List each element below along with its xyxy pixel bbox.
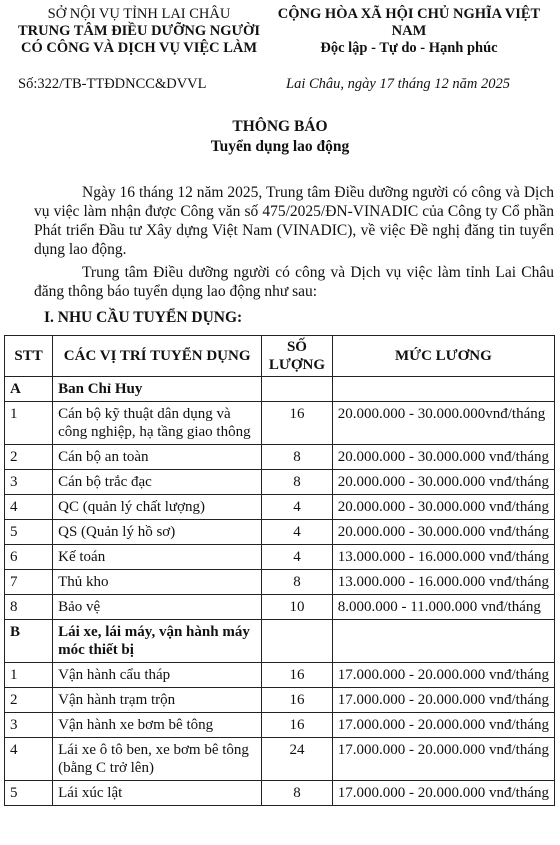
row-position: QC (quản lý chất lượng) xyxy=(53,495,262,520)
document-number: Số:322/TB-TTĐDNCC&DVVL xyxy=(18,76,207,92)
row-stt: 3 xyxy=(5,713,53,738)
row-salary: 17.000.000 - 20.000.000 vnđ/tháng xyxy=(332,713,554,738)
row-salary: 17.000.000 - 20.000.000 vnđ/tháng xyxy=(332,781,554,806)
row-position: Vận hành xe bơm bê tông xyxy=(53,713,262,738)
row-stt: 5 xyxy=(5,520,53,545)
row-position: Lái xe ô tô ben, xe bơm bê tông (bằng C trở lên) xyxy=(53,738,262,781)
table-row xyxy=(5,713,555,738)
row-quantity: 8 xyxy=(262,470,333,495)
row-salary: 20.000.000 - 30.000.000 vnđ/tháng xyxy=(332,445,554,470)
document-subtitle: Tuyển dụng lao động xyxy=(210,138,350,155)
header-stt: STT xyxy=(5,336,53,377)
group-code: B xyxy=(5,620,53,663)
header-salary: MỨC LƯƠNG xyxy=(332,336,554,377)
row-position: Cán bộ kỹ thuật dân dụng và công nghiệp, hạ tầng giao thông xyxy=(53,402,262,445)
header-position: CÁC VỊ TRÍ TUYỂN DỤNG xyxy=(53,336,262,377)
group-name: Ban Chỉ Huy xyxy=(53,377,262,402)
row-stt: 3 xyxy=(5,470,53,495)
row-stt: 7 xyxy=(5,570,53,595)
group-name: Lái xe, lái máy, vận hành máy móc thiết bị xyxy=(53,620,262,663)
table-row xyxy=(5,545,555,570)
group-code: A xyxy=(5,377,53,402)
row-stt: 5 xyxy=(5,781,53,806)
row-quantity: 16 xyxy=(262,663,333,688)
row-position: Kế toán xyxy=(53,545,262,570)
table-row xyxy=(5,520,555,545)
row-salary: 17.000.000 - 20.000.000 vnđ/tháng xyxy=(332,663,554,688)
national-motto-block xyxy=(262,6,556,57)
row-stt: 1 xyxy=(5,663,53,688)
table-row xyxy=(5,495,555,520)
row-salary: 17.000.000 - 20.000.000 vnđ/tháng xyxy=(332,688,554,713)
section-heading: I. NHU CẦU TUYỂN DỤNG: xyxy=(44,309,243,326)
row-quantity: 8 xyxy=(262,445,333,470)
row-salary: 13.000.000 - 16.000.000 vnđ/tháng xyxy=(332,570,554,595)
row-salary: 17.000.000 - 20.000.000 vnđ/tháng xyxy=(332,738,554,781)
row-position: QS (Quản lý hồ sơ) xyxy=(53,520,262,545)
national-motto: Độc lập - Tự do - Hạnh phúc xyxy=(320,40,498,56)
issuer-block xyxy=(10,6,268,57)
issuer-department: SỞ NỘI VỤ TỈNH LAI CHÂU xyxy=(47,6,231,22)
table-row xyxy=(5,445,555,470)
row-position: Thủ kho xyxy=(53,570,262,595)
row-stt: 2 xyxy=(5,445,53,470)
row-salary: 20.000.000 - 30.000.000 vnđ/tháng xyxy=(332,495,554,520)
document-date: Lai Châu, ngày 17 tháng 12 năm 2025 xyxy=(286,76,510,92)
announcement-paragraph: Trung tâm Điều dưỡng người có công và Dịch vụ việc làm tỉnh Lai Châu đăng thông báo tuyển dụng lao động như sau: xyxy=(34,264,554,300)
table-row xyxy=(5,595,555,620)
row-position: Vận hành cẩu tháp xyxy=(53,663,262,688)
row-quantity: 4 xyxy=(262,495,333,520)
table-row xyxy=(5,781,555,806)
row-salary: 20.000.000 - 30.000.000 vnđ/tháng xyxy=(332,520,554,545)
row-position: Bảo vệ xyxy=(53,595,262,620)
issuer-center-line1: TRUNG TÂM ĐIỀU DƯỠNG NGƯỜI xyxy=(18,23,260,39)
row-quantity: 24 xyxy=(262,738,333,781)
national-title: CỘNG HÒA XÃ HỘI CHỦ NGHĨA VIỆT NAM xyxy=(277,6,541,39)
row-position: Lái xúc lật xyxy=(53,781,262,806)
table-row xyxy=(5,663,555,688)
row-salary: 8.000.000 - 11.000.000 vnđ/tháng xyxy=(332,595,554,620)
row-stt: 8 xyxy=(5,595,53,620)
recruitment-table xyxy=(4,335,555,806)
row-quantity: 16 xyxy=(262,688,333,713)
table-header-row xyxy=(5,336,555,377)
table-row xyxy=(5,688,555,713)
group-row xyxy=(5,620,555,663)
row-quantity: 8 xyxy=(262,781,333,806)
row-quantity: 16 xyxy=(262,713,333,738)
row-stt: 2 xyxy=(5,688,53,713)
row-quantity: 4 xyxy=(262,545,333,570)
table-row xyxy=(5,738,555,781)
row-quantity: 8 xyxy=(262,570,333,595)
row-salary: 13.000.000 - 16.000.000 vnđ/tháng xyxy=(332,545,554,570)
group-row xyxy=(5,377,555,402)
row-position: Cán bộ trắc đạc xyxy=(53,470,262,495)
row-quantity: 16 xyxy=(262,402,333,445)
table-row xyxy=(5,402,555,445)
row-salary: 20.000.000 - 30.000.000vnđ/tháng xyxy=(332,402,554,445)
table-row xyxy=(5,470,555,495)
row-position: Vận hành trạm trộn xyxy=(53,688,262,713)
issuer-center-line2: CÓ CÔNG VÀ DỊCH VỤ VIỆC LÀM xyxy=(20,40,258,56)
intro-paragraph: Ngày 16 tháng 12 năm 2025, Trung tâm Điều dưỡng người có công và Dịch vụ việc làm nhận được Công văn số 475/2025/ĐN-VINADIC của Công ty Cổ phần Phát triển Đầu tư Xây dựng Việt Nam (VINADIC), về việc Đề nghị đăng tin tuyển dụng lao động. xyxy=(34,184,554,258)
row-stt: 6 xyxy=(5,545,53,570)
row-stt: 4 xyxy=(5,495,53,520)
row-quantity: 10 xyxy=(262,595,333,620)
document-title: THÔNG BÁO xyxy=(232,118,328,135)
row-salary: 20.000.000 - 30.000.000 vnđ/tháng xyxy=(332,470,554,495)
row-position: Cán bộ an toàn xyxy=(53,445,262,470)
header-quantity: SỐ LƯỢNG xyxy=(262,336,333,377)
row-stt: 4 xyxy=(5,738,53,781)
row-stt: 1 xyxy=(5,402,53,445)
row-quantity: 4 xyxy=(262,520,333,545)
table-row xyxy=(5,570,555,595)
